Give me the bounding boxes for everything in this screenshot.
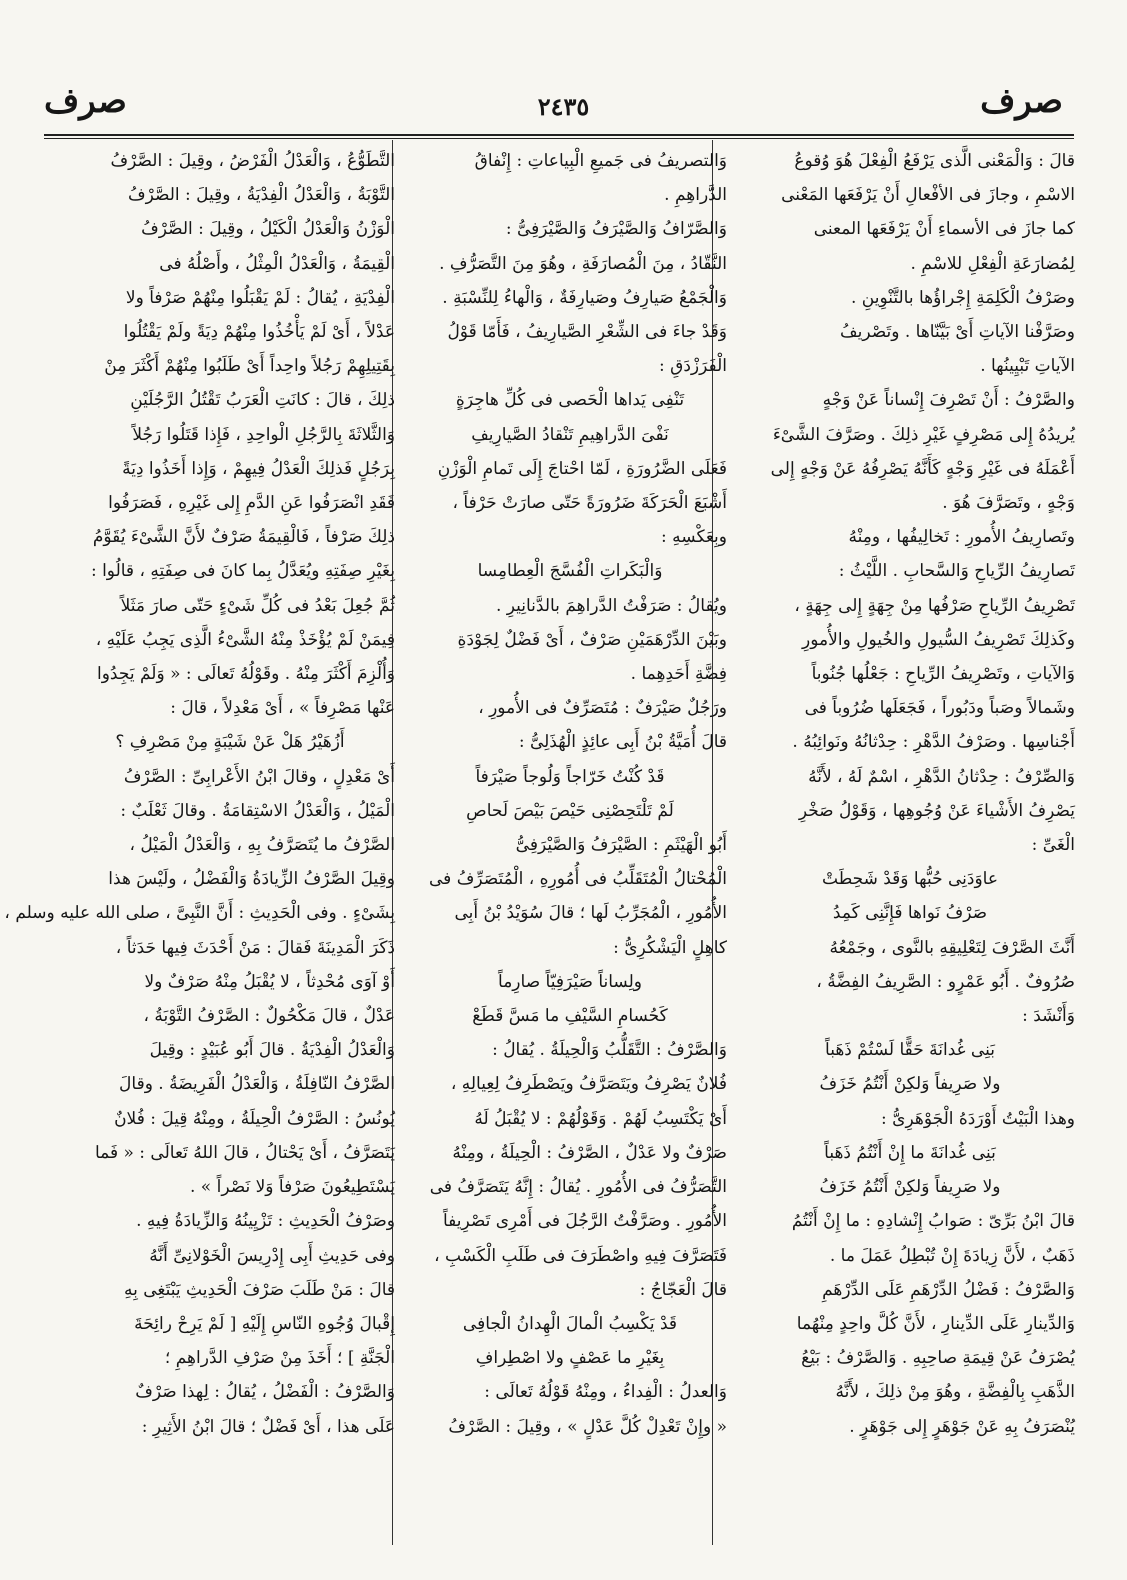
text-line: ورَجُلٌ صَيْرَفٌ : مُتَصَرِّفٌ فى الأُمورِ ، <box>478 698 727 719</box>
text-line: الْوَزْنُ وَالْعَدْلُ الْكَيْلُ ، وقِيلَ : الصَّرْفُ <box>141 219 395 240</box>
text-line: قَدْ يَكْسِبُ الْمالَ الْهِدانُ الْجافِى <box>462 1313 678 1334</box>
text-line: صَرْفٌ ولا عَدْلٌ ، الصَّرْفُ : الْحِيلَةُ ، ومِنْهُ <box>452 1142 727 1163</box>
text-line: ذَكَرَ الْمَدِينَةَ فَقالَ : مَنْ أَحْدَثَ فِيها حَدَثاً ، <box>115 937 395 958</box>
text-line: أَشْبَعَ الْحَرَكَةَ ضَرُورَةً حَتّى صارَتْ حَرْفاً ، <box>452 493 727 514</box>
text-line: الْجَنَّةِ ] ؛ أَخَذَ مِنْ صَرْفِ الدَّراهِمِ ؛ <box>164 1348 395 1369</box>
text-line: ويُقالُ : صَرَفْتُ الدَّراهِمَ بالدَّنانِيرِ . <box>495 595 727 616</box>
text-line: وصَرَّفْنا الآياتِ أَىْ بَيَّنّاها . وتَصْريفُ <box>840 322 1075 343</box>
text-line: يَتَصَرَّفُ ، أَىْ يَحْتالُ ، قالَ اللهُ تَعالَى : « فَما <box>94 1142 395 1163</box>
text-line: وبَيْنَ الدِّرْهَمَيْنِ صَرْفٌ ، أَىْ فَضْلٌ لِجَوْدَةِ <box>457 629 727 650</box>
text-line: تَصارِيفُ الرِّياحِ وَالسَّحابِ . اللَّيْثُ : <box>838 561 1075 582</box>
text-line: وصَرْفُ الْحَدِيثِ : تَزْيِينُهُ وَالزِّيادَةُ فِيهِ . <box>136 1211 395 1232</box>
text-line: وكَذلِكَ تَصْرِيفُ السُّيولِ والخُيولِ والأُمورِ <box>802 629 1075 650</box>
text-line: يُريدُهُ إِلى مَصْرِفٍ غَيْرِ ذلِكَ . وصَرَّفَ الشَّىْءَ <box>772 424 1075 445</box>
text-line: الْفَرَزْدَقِ : <box>659 356 727 377</box>
text-line: لِمُضارَعَةِ الْفِعْلِ للاسْمِ . <box>910 253 1075 274</box>
text-line: وَالصِّرْفُ : حِدْثانُ الدَّهْرِ ، اسْمٌ لَهُ ، لأَنَّهُ <box>808 766 1075 787</box>
text-line: وَالآياتِ ، وتَصْرِيفُ الرِّياحِ : جَعْلُها جُنُوباً <box>811 664 1075 685</box>
text-line: عَدْلاً ، أَىْ لَمْ يَأْخُذُوا مِنْهُمْ دِيَةً ولَمْ يَقْتُلُوا <box>123 322 395 343</box>
header-entry-word-right: صرف <box>980 81 1063 121</box>
text-line: وَالصَّرْفُ : الْفَضْلُ ، يُقالُ : لِهذا صَرْفٌ <box>135 1382 395 1403</box>
text-line: ذلِكَ صَرْفاً ، فَالْقِيمَةُ صَرْفٌ لأَنَّ الشَّىْءَ يُقَوَّمُ <box>92 527 395 548</box>
text-line: قالَ : مَنْ طَلَبَ صَرْفَ الْحَدِيثِ يَبْتَغِى بِهِ <box>124 1279 395 1300</box>
text-line: يُصْرَفُ عَنْ قِيمَةِ صاحِبِهِ . وَالصَّرْفُ : بَيْعُ <box>801 1348 1075 1369</box>
text-line: تَصْرِيفُ الرِّياحِ صَرْفُها مِنْ جِهَةٍ إِلى جِهَةٍ ، <box>794 595 1075 616</box>
text-line: وَقَدْ جاءَ فى الشِّعْرِ الصَّيارِيفُ ، فَأَمّا قَوْلُ <box>447 322 727 343</box>
text-line: وَأَنْشَدَ : <box>1022 1006 1075 1027</box>
text-line: وشَمالاً وصَباً ودَبُوراً ، فَجَعَلَها ضُرُوباً فى <box>804 698 1075 719</box>
text-line: نَفْىَ الدَّراهِيمِ تَنْقادُ الصَّيارِيفِ <box>471 424 669 445</box>
text-line: التَّطَوُّعُ ، وَالْعَدْلُ الْفَرْضُ ، وقِيلَ : الصَّرْفُ <box>110 151 395 171</box>
text-line: أَجْناسِها . وصَرْفُ الدَّهْرِ : حِدْثانُهُ ونَوائِبُهُ . <box>792 732 1075 753</box>
text-line: الذَّهَبِ بِالْفِضَّةِ ، وهُوَ مِنْ ذلِكَ ، لأَنَّهُ <box>835 1382 1075 1403</box>
text-line: أَىْ مَعْدِلٍ ، وقالَ ابْنُ الأَعْرابِىِّ : الصَّرْفُ <box>123 766 395 787</box>
text-line: أَنَّثَ الصَّرْفَ لِتَعْلِيقِهِ بالنَّوى ، وجَمْعُهُ <box>829 937 1075 958</box>
text-line: كَحُسامِ السَّيْفِ ما مَسَّ قَطَعْ <box>472 1006 668 1027</box>
text-line: الأُمُورِ ، الْمُجَرِّبُ لَها ؛ قالَ سُوَيْدُ بْنُ أَبِى <box>454 903 727 924</box>
text-line: عاوَدَنِى حُبُّها وَقَدْ شَحِطَتْ <box>822 869 998 890</box>
text-line: يَسْتَطِيعُونَ صَرْفاً وَلا نَصْراً » . <box>190 1177 395 1198</box>
text-line: وَالْبَكَراتِ الْفُسَّجَ الْعِطامِسا <box>477 561 663 582</box>
text-line: الْقِيمَةُ ، وَالْعَدْلُ الْمِثْلُ ، وأَصْلُهُ فى <box>159 253 395 274</box>
text-line: الصَّرْفُ ما يُتَصَرَّفُ بِهِ ، وَالْعَدْلُ الْمَيْلُ ، <box>129 835 395 856</box>
text-column-middle <box>413 144 727 1544</box>
text-line: وَالصَّرّافُ وَالصَّيْرَفُ وَالصَّيْرَفِىُّ : <box>505 219 727 240</box>
text-line: فَتَصَرَّفَ فِيهِ واصْطَرَفَ فى طَلَبِ الْكَسْبِ ، <box>434 1245 727 1266</box>
text-line: ولا صَرِيفاً وَلكِنْ أَنْتُمُ خَزَفُ <box>819 1177 1001 1198</box>
text-line: الصَّرْفُ النّافِلَةُ ، وَالْعَدْلُ الْفَرِيضَةُ . وقالَ <box>119 1074 395 1095</box>
header-rule-thin <box>44 138 1074 139</box>
text-line: صَرْفُ نَواها فَإِنَّنِى كَمِدُ <box>832 903 988 924</box>
text-line: وصَرْفُ الْكَلِمَةِ إِجْراؤُها بالتَّنْوِينِ . <box>850 287 1075 308</box>
text-line: ذَهَبٌ ، لأَنَّ زِيادَةَ إِنْ تُبْطِلُ عَمَلَ ما . <box>829 1245 1075 1266</box>
text-line: الْمُحْتالُ الْمُتَقَلِّبُ فى أُمُورِهِ ، الْمُتَصَرِّفُ فى <box>429 869 727 890</box>
text-line: كاهِلٍ الْيَشْكُرِىُّ : <box>613 937 727 958</box>
text-line: وَالْجَمْعُ صَيارِفُ وصَيارِفَةٌ ، وَالْهاءُ لِلنِّسْبَةِ . <box>442 287 727 308</box>
text-line: النَّقّادُ ، مِنَ الْمُصارَفَةِ ، وهُوَ مِنَ التَّصَرُّفِ . <box>439 253 727 274</box>
text-line: ولِساناً صَيْرَفِيّاً صارِماً <box>498 971 642 992</box>
text-line: بِقَتِيلِهِمْ رَجُلاً واحِداً أَىْ طَلَبُوا مِنْهُمْ أَكْثَرَ مِنْ <box>104 356 395 377</box>
text-line: تَنْفِى يَداها الْحَصى فى كُلِّ هاجِرَةٍ <box>455 390 685 411</box>
text-column-left <box>4 144 395 1544</box>
text-line: التَّوْبَةُ ، وَالْعَدْلُ الْفِدْيَةُ ، وقِيلَ : الصَّرْفُ <box>127 185 395 206</box>
text-line: أَىْ يَكْتَسِبُ لَهُمْ . وَقَوْلُهُمْ : لا يُقْبَلُ لَهُ <box>474 1108 727 1129</box>
text-line: بِغَيْرِ ما عَصْفٍ ولا اصْطِرافِ <box>475 1348 665 1369</box>
text-column-right <box>745 144 1075 1544</box>
text-line: قالَ الْعَجّاجُ : <box>639 1279 727 1300</box>
text-line: إِقْبالَ وُجُوهِ النّاسِ إِلَيْهِ [ لَمْ يَرِحْ رائِحَةَ <box>134 1313 395 1334</box>
text-line: الاسْمِ ، وجازَ فى الأفْعالِ أَنْ يَرْفَعَها المَعْنى <box>781 185 1075 206</box>
text-line: بِشَىْءٍ . وفى الْحَدِيثِ : أَنَّ النَّبِىَّ ، صلى الله عليه وسلم ، <box>4 903 395 924</box>
text-line: أَزُهَيْرُ هَلْ عَنْ شَيْبَةٍ مِنْ مَصْرِفِ ؟ <box>115 732 345 753</box>
text-line: فُلانٌ يَصْرِفُ ويَتَصَرَّفُ ويَصْطَرِفُ لِعِيالِهِ ، <box>450 1074 727 1095</box>
text-line: وَالعدلُ : الْفِداءُ ، ومِنْهُ قَوْلُهُ تَعالَى : <box>484 1382 727 1403</box>
text-line: ثُمَّ جُعِلَ بَعْدُ فى كُلِّ شَىْءٍ حَتّى صارَ مَثَلاً <box>120 595 395 616</box>
text-line: بِرَجُلٍ فَذلِكَ الْعَدْلُ فِيهِمْ ، وَإِذا أَخَذُوا دِيَةً <box>122 458 395 479</box>
text-line: وَجْهٍ ، وتَصَرَّفَ هُوَ . <box>942 493 1075 514</box>
text-line: وقِيلَ الصَّرْفُ الزِّيادَةُ وَالْفَضْلُ ، ولَيْسَ هذا <box>108 869 395 890</box>
text-line: قالَ ابْنُ بَرِّىّ : صَوابُ إِنْشادِهِ : ما إِنْ أَنْتُمُ <box>791 1211 1075 1232</box>
text-line: فَعَلَى الضَّرُورَةِ ، لَمّا احْتاجَ إِلَى تَمامِ الْوَزْنِ <box>437 458 727 479</box>
text-line: صُرُوفٌ . أَبُو عَمْرٍو : الصَّرِيفُ الفِضَّةُ ، <box>816 971 1075 992</box>
text-line: قالَ : وَالْمَعْنى الَّذى يَرْفَعُ الْفِعْلَ هُوَ وُقوعُ <box>794 151 1075 171</box>
text-line: يُنْصَرَفُ بِهِ عَنْ جَوْهَرٍ إِلى جَوْهَرٍ . <box>849 1416 1075 1437</box>
header-rule <box>44 134 1074 136</box>
text-line: فِضَّةِ أَحَدِهِما . <box>630 664 727 685</box>
text-line: بَنِى غُدانَةَ حَقًّا لَسْتُمْ ذَهَباً <box>825 1040 995 1061</box>
text-line: وَالثَّلاثَةَ بِالرَّجُلِ الْواحِدِ ، فَإِذا قَتَلُوا رَجُلاً <box>132 424 395 445</box>
text-line: عَلَى هذا ، أَىْ فَضْلٌ ؛ قالَ ابْنُ الأَثِيرِ : <box>141 1416 395 1437</box>
text-line: أَوْ آوَى مُحْدِثاً ، لا يُقْبَلُ مِنْهُ صَرْفٌ ولا <box>144 971 395 992</box>
text-line: ولا صَرِيفاً وَلكِنْ أَنْتُمُ خَزَفُ <box>819 1074 1001 1095</box>
text-line: بَنِى غُدانَةَ ما إِنْ أَنْتُمُ ذَهَباً <box>824 1142 996 1163</box>
text-line: والصَّرْفُ : أَنْ تَصْرِفَ إِنْساناً عَنْ وَجْهٍ <box>822 390 1075 411</box>
text-line: وهذا الْبَيْتُ أَوْرَدَهُ الْجَوْهَرِىُّ : <box>881 1108 1075 1129</box>
text-line: الآياتِ تَبْيِينُها . <box>980 356 1075 377</box>
text-line: وَالصَّرْفُ : التَّقَلُّبُ وَالْحِيلَةُ . يُقالُ : <box>492 1040 727 1061</box>
text-line: وَأُلْزِمَ أَكْثَرَ مِنْهُ . وقَوْلُهُ تَعالَى : « وَلَمْ يَجِدُوا <box>97 664 395 685</box>
text-line: التَّصَرُّفُ فى الأُمُورِ . يُقالُ : إِنَّهُ يَتَصَرَّفُ فى <box>429 1177 727 1198</box>
text-line: عَنْها مَصْرِفاً » ، أَىْ مَعْدِلاً ، قالَ : <box>170 698 395 719</box>
text-line: الْمَيْلُ ، وَالْعَدْلُ الاسْتِقامَةُ . وقالَ ثَعْلَبٌ : <box>120 800 395 821</box>
text-line: وَالدِّينارِ عَلَى الدِّينارِ ، لأَنَّ كُلَّ واحِدٍ مِنْهُما <box>796 1313 1075 1334</box>
text-line: أَبُو الْهَيْثَمِ : الصَّيْرَفُ وَالصَّيْرَفِىُّ <box>515 835 727 856</box>
text-line: وتَصارِيفُ الأُمورِ : تَخالِيفُها ، ومِنْهُ <box>848 527 1075 548</box>
text-line: قَدْ كُنْتُ خَرّاجاً وَلُوجاً صَيْرَفاً <box>475 766 665 787</box>
text-line: الْغَىِّ : <box>1031 835 1075 856</box>
text-line: الدَّراهِمِ . <box>664 185 727 206</box>
text-line: يَصْرِفُ الأَشْياءَ عَنْ وُجُوهِها ، وَقَوْلُ صَخْرِ <box>798 800 1075 821</box>
text-line: عَدْلٌ ، قالَ مَكْحُولٌ : الصَّرْفُ التَّوْبَةُ ، <box>143 1006 395 1027</box>
text-line: بِغَيْرِ صِفَتِهِ ويُعَدَّلُ بِما كانَ فى صِفَتِهِ ، قالُوا : <box>90 561 395 582</box>
page-number: ٢٤٣٥ <box>537 92 590 121</box>
text-line: وَالتصريفُ فى جَميعِ الْبِياعاتِ : إِنْفاقُ <box>474 151 727 171</box>
text-line: وفى حَدِيثِ أَبِى إِدْرِيسَ الْخَوْلانِىِّ أَنَّهُ <box>149 1245 395 1266</box>
header-entry-word-left: صرف <box>44 81 127 121</box>
text-line: وبِعَكْسِهِ : <box>661 527 727 548</box>
text-line: وَالْعَدْلُ الْفِدْيَةُ . قالَ أَبُو عُبَيْدٍ : وقِيلَ <box>149 1040 395 1061</box>
text-line: الْفِدْيَةِ ، يُقالُ : لَمْ يَقْبَلُوا مِنْهُمْ صَرْفاً ولا <box>125 287 395 308</box>
text-line: لَمْ تَلْتَحِصْنِى حَيْصَ بَيْصَ لَحاصِ <box>466 800 674 821</box>
text-line: يُونُسُ : الصَّرْفُ الْحِيلَةُ ، ومِنْهُ قِيلَ : فُلانٌ <box>114 1108 395 1129</box>
text-line: وَالصَّرْفُ : فَضْلُ الدِّرْهَمِ عَلَى الدِّرْهَمِ <box>822 1279 1075 1300</box>
text-line: « وإِنْ تَعْدِلْ كُلَّ عَدْلٍ » ، وقِيلَ : الصَّرْفُ <box>448 1416 727 1437</box>
text-line: فَقَدِ انْصَرَفُوا عَنِ الدَّمِ إِلى غَيْرِهِ ، فَصَرَفُوا <box>108 493 395 514</box>
text-line: فِيمَنْ لَمْ يُؤْخَذْ مِنْهُ الشَّىْءُ الَّذِى يَجِبُ عَلَيْهِ ، <box>95 629 395 650</box>
text-line: كما جازَ فى الأسماءِ أَنْ يَرْفَعَها المعنى <box>813 219 1075 240</box>
text-line: قالَ أُمَيَّةُ بْنُ أَبِى عائِذٍ الْهُذَلِىُّ : <box>518 732 727 753</box>
text-line: ذلِكَ ، قالَ : كانَتِ الْعَرَبُ تَقْتُلُ الرَّجُلَيْنِ <box>130 390 395 411</box>
text-line: الأُمُورِ . وصَرَّفْتُ الرَّجُلَ فى أَمْرِى تَصْرِيفاً <box>442 1211 727 1232</box>
text-line: أَعْمَلَهُ فى غَيْرِ وَجْهٍ كَأَنَّهُ يَصْرِفُهُ عَنْ وَجْهٍ إِلى <box>770 458 1075 479</box>
